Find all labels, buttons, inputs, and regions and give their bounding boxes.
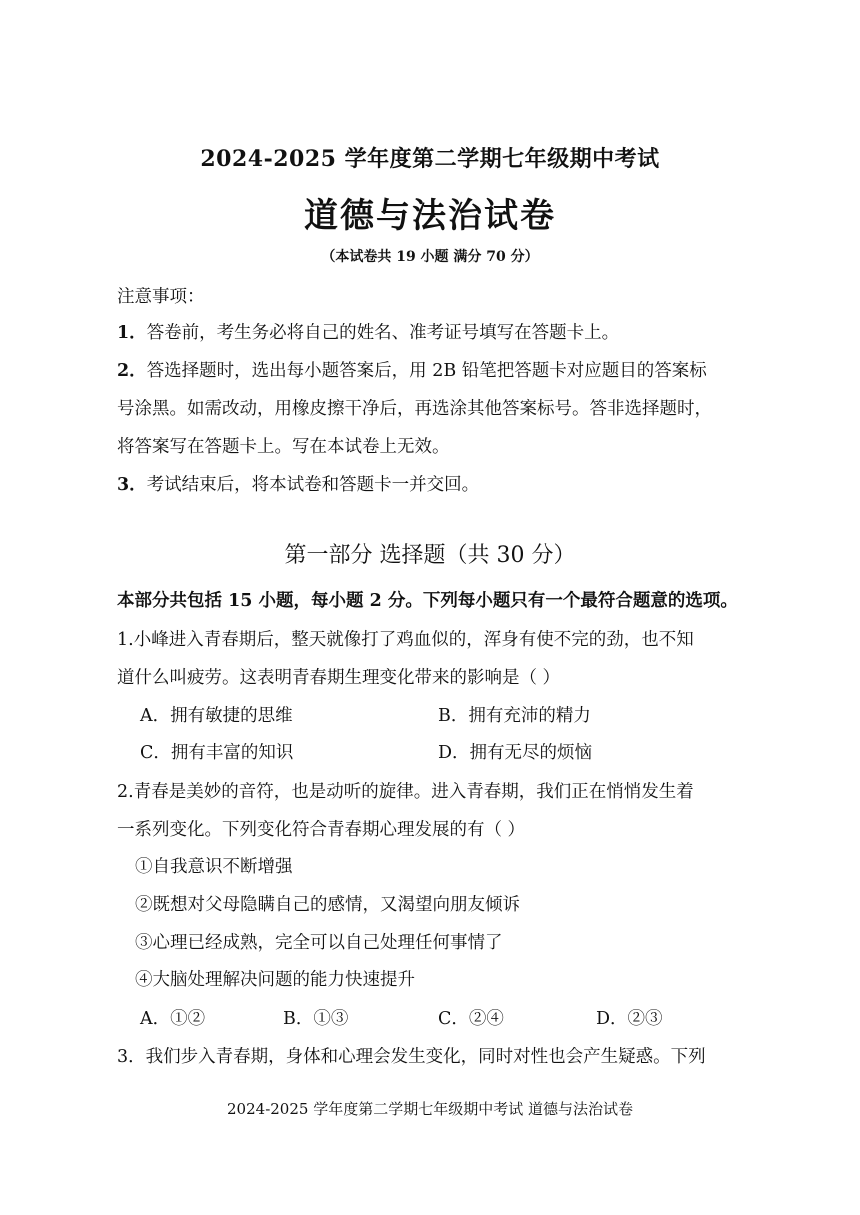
question-1-option-d: D．拥有无尽的烦恼 <box>438 743 593 763</box>
question-2-statement-3: ③心理已经成熟，完全可以自己处理任何事情了 <box>135 933 503 953</box>
notice-item-text: 答卷前，考生务必将自己的姓名、准考证号填写在答题卡上。 <box>146 323 620 343</box>
notice-item-number: 1． <box>117 323 147 343</box>
question-2-statement-4: ④大脑处理解决问题的能力快速提升 <box>135 970 415 990</box>
question-1-line-1: 1.小峰进入青春期后，整天就像打了鸡血似的，浑身有使不完的劲，也不知 <box>117 630 694 650</box>
notice-item-text: 答选择题时，选出每小题答案后，用 2B 铅笔把答题卡对应题目的答案标 <box>146 361 707 381</box>
notice-heading: 注意事项： <box>117 287 205 307</box>
question-1-option-a: A．拥有敏捷的思维 <box>140 706 293 726</box>
page-footer: 2024-2025 学年度第二学期七年级期中考试 道德与法治试卷 <box>227 1100 633 1118</box>
notice-item-1 <box>117 319 619 344</box>
question-1-option-c: C．拥有丰富的知识 <box>140 743 294 763</box>
notice-item-2-line-3: 将答案写在答题卡上。写在本试卷上无效。 <box>117 437 450 457</box>
subject-title: 道德与法治试卷 <box>304 196 556 236</box>
notice-item-3 <box>117 471 479 496</box>
question-2-option-d: D．②③ <box>596 1009 663 1029</box>
question-1-line-2: 道什么叫疲劳。这表明青春期生理变化带来的影响是（ ） <box>117 668 561 688</box>
notice-item-number: 2． <box>117 361 147 381</box>
question-2-option-b: B．①③ <box>283 1009 349 1029</box>
question-2-statement-1: ①自我意识不断增强 <box>135 857 293 877</box>
section-intro: 本部分共包括 15 小题，每小题 2 分。下列每小题只有一个最符合题意的选项。 <box>117 591 738 611</box>
question-2-statement-2: ②既想对父母隐瞒自己的感情，又渴望向朋友倾诉 <box>135 895 520 915</box>
section-title: 第一部分 选择题（共 30 分） <box>284 543 576 568</box>
notice-item-text: 考试结束后，将本试卷和答题卡一并交回。 <box>146 475 480 495</box>
exam-title: 2024-2025 学年度第二学期七年级期中考试 <box>200 146 660 172</box>
question-2-line-2: 一系列变化。下列变化符合青春期心理发展的有（ ） <box>117 820 526 840</box>
question-2-option-a: A．①② <box>140 1009 206 1029</box>
question-2-line-1: 2.青春是美妙的音符，也是动听的旋律。进入青春期，我们正在悄悄发生着 <box>117 782 694 802</box>
notice-item-2-line-2: 号涂黑。如需改动，用橡皮擦干净后，再选涂其他答案标号。答非选择题时， <box>117 399 712 419</box>
notice-item-number: 3． <box>117 475 147 495</box>
notice-item-2 <box>117 357 707 382</box>
question-1-option-b: B．拥有充沛的精力 <box>438 706 591 726</box>
exam-subtitle: （本试卷共 19 小题 满分 70 分） <box>321 249 539 265</box>
question-2-option-c: C．②④ <box>438 1009 504 1029</box>
question-3-line-1: 3．我们步入青春期，身体和心理会发生变化，同时对性也会产生疑惑。下列 <box>117 1047 706 1067</box>
